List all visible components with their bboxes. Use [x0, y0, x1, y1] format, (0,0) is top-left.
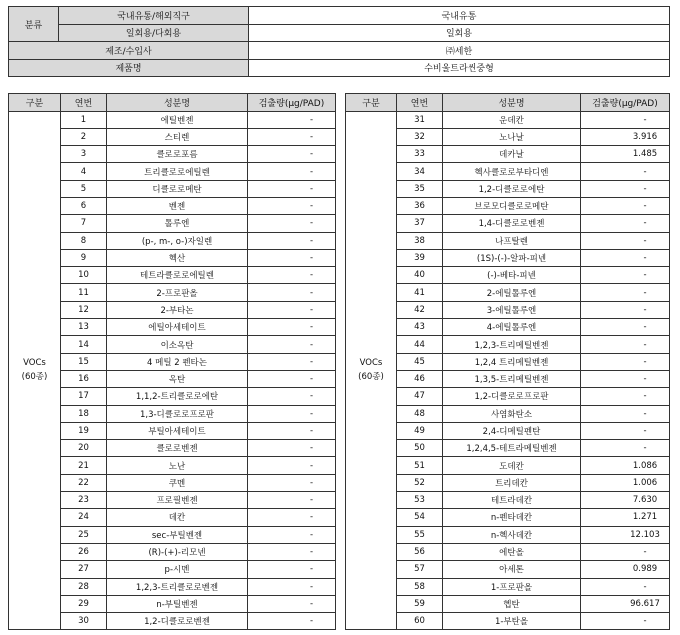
header-group: 구분	[346, 94, 397, 112]
row-number: 41	[397, 284, 443, 301]
manufacturer-value: ㈜세한	[249, 42, 670, 60]
detected-amount: -	[248, 128, 336, 145]
voc-table-right	[345, 93, 670, 630]
row-number: 57	[397, 561, 443, 578]
detected-amount: -	[581, 301, 670, 318]
component-name: 헥산	[107, 249, 248, 266]
component-name: 디클로로메탄	[107, 180, 248, 197]
component-name: (p-, m-, o-)자일렌	[107, 232, 248, 249]
row-number: 20	[61, 440, 107, 457]
component-name: 에틸아세테이트	[107, 319, 248, 336]
component-name: 스티렌	[107, 128, 248, 145]
detected-amount: -	[581, 180, 670, 197]
row-number: 38	[397, 232, 443, 249]
row-number: 27	[61, 561, 107, 578]
component-name: sec-부틸벤젠	[107, 526, 248, 543]
voc-left-body	[9, 111, 336, 630]
detected-amount: -	[248, 197, 336, 214]
detected-amount: -	[581, 613, 670, 630]
row-number: 59	[397, 595, 443, 612]
detected-amount: -	[248, 457, 336, 474]
row-number: 1	[61, 111, 107, 128]
component-name: 테트라데칸	[443, 492, 581, 509]
component-name: 사염화탄소	[443, 405, 581, 422]
detected-amount: -	[248, 561, 336, 578]
component-name: 데칸	[107, 509, 248, 526]
row-number: 24	[61, 509, 107, 526]
detected-amount: -	[248, 595, 336, 612]
row-number: 23	[61, 492, 107, 509]
detected-amount: -	[248, 353, 336, 370]
component-name: 1,2,4,5-테트라메틸벤젠	[443, 440, 581, 457]
detected-amount: 1.086	[581, 457, 670, 474]
component-name: n-헥사데칸	[443, 526, 581, 543]
component-name: 나프탈렌	[443, 232, 581, 249]
detected-amount: -	[581, 422, 670, 439]
row-number: 31	[397, 111, 443, 128]
component-name: 1,3,5-트리메틸벤젠	[443, 370, 581, 387]
row-number: 44	[397, 336, 443, 353]
product-info-table	[8, 6, 670, 77]
component-name: 2-프로판올	[107, 284, 248, 301]
group-count: (60종)	[21, 372, 48, 383]
component-name: 운데칸	[443, 111, 581, 128]
group-cell	[9, 111, 61, 630]
detected-amount: -	[248, 492, 336, 509]
component-name: 1,2-디클로로벤젠	[107, 613, 248, 630]
row-number: 46	[397, 370, 443, 387]
component-name: 트리데칸	[443, 474, 581, 491]
detected-amount: -	[248, 405, 336, 422]
row-number: 10	[61, 267, 107, 284]
distribution-value: 국내유통	[249, 7, 670, 25]
row-number: 52	[397, 474, 443, 491]
detected-amount: -	[248, 336, 336, 353]
row-number: 55	[397, 526, 443, 543]
voc-table-left	[8, 93, 336, 630]
detected-amount: -	[581, 336, 670, 353]
table-row	[9, 111, 336, 128]
row-number: 12	[61, 301, 107, 318]
detected-amount: -	[581, 284, 670, 301]
row-number: 40	[397, 267, 443, 284]
detected-amount: 0.989	[581, 561, 670, 578]
row-number: 49	[397, 422, 443, 439]
component-name: 1,2-디클로로프로판	[443, 388, 581, 405]
header-component: 성분명	[107, 94, 248, 112]
row-number: 15	[61, 353, 107, 370]
header-amount: 검출량(μg/PAD)	[581, 94, 670, 112]
detected-amount: 7.630	[581, 492, 670, 509]
usage-value: 일회용	[249, 24, 670, 42]
component-name: n-부틸벤젠	[107, 595, 248, 612]
row-number: 5	[61, 180, 107, 197]
detected-amount: -	[248, 319, 336, 336]
component-name: 클로로포름	[107, 146, 248, 163]
detected-amount: -	[248, 163, 336, 180]
product-name-value: 수비울트라씬중형	[249, 59, 670, 77]
detected-amount: -	[248, 526, 336, 543]
row-number: 36	[397, 197, 443, 214]
voc-right-body	[346, 111, 670, 630]
detected-amount: 3.916	[581, 128, 670, 145]
row-number: 51	[397, 457, 443, 474]
row-number: 19	[61, 422, 107, 439]
component-name: 1-부탄올	[443, 613, 581, 630]
component-name: 옥탄	[107, 370, 248, 387]
row-number: 11	[61, 284, 107, 301]
detected-amount: -	[248, 509, 336, 526]
row-number: 21	[61, 457, 107, 474]
row-number: 43	[397, 319, 443, 336]
detected-amount: -	[581, 405, 670, 422]
row-number: 53	[397, 492, 443, 509]
component-name: 톨루엔	[107, 215, 248, 232]
detected-amount: -	[248, 111, 336, 128]
distribution-label: 국내유통/해외직구	[59, 7, 249, 25]
detected-amount: -	[581, 215, 670, 232]
row-number: 30	[61, 613, 107, 630]
component-name: 4 메틸 2 펜타논	[107, 353, 248, 370]
component-name: 에탄올	[443, 543, 581, 560]
row-number: 35	[397, 180, 443, 197]
detected-amount: -	[581, 232, 670, 249]
detected-amount: -	[248, 422, 336, 439]
detected-amount: 1.271	[581, 509, 670, 526]
detected-amount: -	[581, 440, 670, 457]
detected-amount: -	[581, 319, 670, 336]
row-number: 50	[397, 440, 443, 457]
detected-amount: -	[581, 353, 670, 370]
detected-amount: -	[248, 215, 336, 232]
table-row	[346, 111, 670, 128]
detected-amount: -	[248, 267, 336, 284]
row-number: 45	[397, 353, 443, 370]
component-name: 아세톤	[443, 561, 581, 578]
component-name: 2-에틸톨루엔	[443, 284, 581, 301]
detected-amount: -	[581, 249, 670, 266]
detected-amount: -	[248, 249, 336, 266]
component-name: 1,1,2-트리클로로에탄	[107, 388, 248, 405]
detected-amount: -	[248, 232, 336, 249]
component-name: 쿠멘	[107, 474, 248, 491]
row-number: 60	[397, 613, 443, 630]
detected-amount: -	[581, 578, 670, 595]
row-number: 25	[61, 526, 107, 543]
component-name: 데카날	[443, 146, 581, 163]
row-number: 18	[61, 405, 107, 422]
detected-amount: -	[581, 197, 670, 214]
row-number: 48	[397, 405, 443, 422]
component-name: 1-프로판올	[443, 578, 581, 595]
component-name: 트리클로로에틸렌	[107, 163, 248, 180]
component-name: 도데칸	[443, 457, 581, 474]
row-number: 9	[61, 249, 107, 266]
component-name: 2-부타논	[107, 301, 248, 318]
row-number: 8	[61, 232, 107, 249]
component-name: 에틸벤젠	[107, 111, 248, 128]
header-number: 연번	[61, 94, 107, 112]
detected-amount: -	[248, 146, 336, 163]
row-number: 42	[397, 301, 443, 318]
component-name: 1,4-디클로로벤젠	[443, 215, 581, 232]
detected-amount: -	[248, 284, 336, 301]
component-name: 노나날	[443, 128, 581, 145]
row-number: 39	[397, 249, 443, 266]
detected-amount: 12.103	[581, 526, 670, 543]
component-name: 1,2,3-트리클로로벤젠	[107, 578, 248, 595]
row-number: 28	[61, 578, 107, 595]
row-number: 7	[61, 215, 107, 232]
component-name: 4-에틸톨루엔	[443, 319, 581, 336]
detected-amount: -	[581, 111, 670, 128]
row-number: 32	[397, 128, 443, 145]
group-label: VOCs	[359, 358, 383, 369]
product-name-label: 제품명	[9, 59, 249, 77]
component-name: (R)-(+)-리모넨	[107, 543, 248, 560]
component-name: 1,2,3-트리메틸벤젠	[443, 336, 581, 353]
detected-amount: -	[248, 543, 336, 560]
category-label: 분류	[9, 7, 59, 42]
detected-amount: 1.485	[581, 146, 670, 163]
detected-amount: -	[581, 163, 670, 180]
component-name: 클로로벤젠	[107, 440, 248, 457]
detected-amount: -	[248, 388, 336, 405]
usage-label: 일회용/다회용	[59, 24, 249, 42]
detected-amount: -	[248, 370, 336, 387]
component-name: 벤젠	[107, 197, 248, 214]
row-number: 17	[61, 388, 107, 405]
header-component: 성분명	[443, 94, 581, 112]
component-name: 3-에틸톨루엔	[443, 301, 581, 318]
component-name: (1S)-(-)-알파-피넨	[443, 249, 581, 266]
row-number: 22	[61, 474, 107, 491]
component-name: 1,2-디클로로에탄	[443, 180, 581, 197]
row-number: 33	[397, 146, 443, 163]
detected-amount: -	[581, 370, 670, 387]
component-name: 노난	[107, 457, 248, 474]
row-number: 58	[397, 578, 443, 595]
component-name: (-)-베타-피넨	[443, 267, 581, 284]
detected-amount: -	[581, 388, 670, 405]
component-name: 프로필벤젠	[107, 492, 248, 509]
component-name: n-펜타데칸	[443, 509, 581, 526]
detected-amount: -	[248, 180, 336, 197]
header-group: 구분	[9, 94, 61, 112]
row-number: 4	[61, 163, 107, 180]
row-number: 14	[61, 336, 107, 353]
detected-amount: -	[248, 613, 336, 630]
row-number: 16	[61, 370, 107, 387]
component-name: 헵탄	[443, 595, 581, 612]
row-number: 2	[61, 128, 107, 145]
row-number: 56	[397, 543, 443, 560]
row-number: 29	[61, 595, 107, 612]
detected-amount: 1.006	[581, 474, 670, 491]
row-number: 3	[61, 146, 107, 163]
row-number: 47	[397, 388, 443, 405]
row-number: 6	[61, 197, 107, 214]
row-number: 54	[397, 509, 443, 526]
row-number: 26	[61, 543, 107, 560]
component-name: 부틸아세테이트	[107, 422, 248, 439]
header-amount: 검출량(μg/PAD)	[248, 94, 336, 112]
manufacturer-label: 제조/수입사	[9, 42, 249, 60]
row-number: 13	[61, 319, 107, 336]
component-name: 테트라클로로에틸렌	[107, 267, 248, 284]
detected-amount: 96.617	[581, 595, 670, 612]
component-name: p-시멘	[107, 561, 248, 578]
component-name: 2,4-디메틸펜탄	[443, 422, 581, 439]
detected-amount: -	[248, 301, 336, 318]
component-name: 1,3-디클로로프로판	[107, 405, 248, 422]
group-label: VOCs	[23, 358, 46, 369]
detected-amount: -	[581, 267, 670, 284]
detected-amount: -	[248, 474, 336, 491]
header-number: 연번	[397, 94, 443, 112]
component-name: 1,2,4 트리메틸벤젠	[443, 353, 581, 370]
component-name: 브로모디클로로메탄	[443, 197, 581, 214]
group-count: (60종)	[358, 372, 384, 383]
detected-amount: -	[248, 440, 336, 457]
detected-amount: -	[581, 543, 670, 560]
component-name: 헥사클로로부타디엔	[443, 163, 581, 180]
row-number: 37	[397, 215, 443, 232]
detected-amount: -	[248, 578, 336, 595]
component-name: 이소옥탄	[107, 336, 248, 353]
group-cell	[346, 111, 397, 630]
row-number: 34	[397, 163, 443, 180]
